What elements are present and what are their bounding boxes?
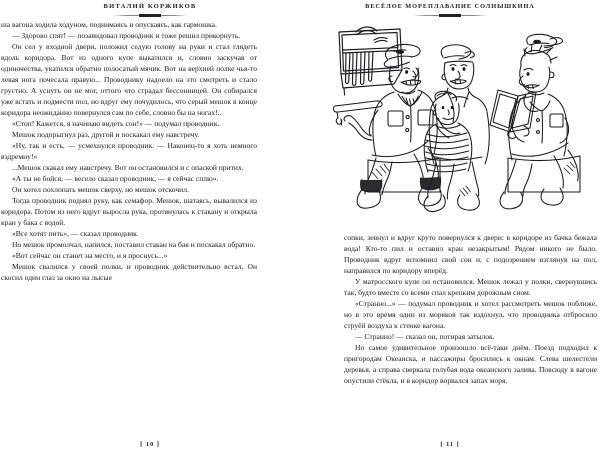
paragraph: — Здорово спят! — позавидовал проводник и тоже решил прикорнуть. [12,31,241,41]
paragraph: Тогда проводник поднял руку, как семафор. Мешок, шатаясь, вывалился из коридора. Потом из него вдруг выросла рука, протянулась к стакану и открыла кран у бака с водой. [1,196,257,228]
running-head-title: ВЕСЁЛОЕ МОРЕПЛАВАНИЕ СОЛНЫШКИНА [365,3,535,10]
page-number-left: [ 10 ] [140,441,160,448]
paragraph: У матросского купе он остановился. Мешок лежал у полки, свернувшись так, будто вместе со всеми спал крепким дорожным сном. [344,277,597,298]
rule-lozenge [139,14,161,17]
paragraph: сопки, зевнул и вдруг круто повернулся к двери: в коридоре из бачка бежала вода! Кто-то пил и оставил кран незакрытым! Рядом никого не было. Проводник вдруг вспомнил свой сон и, с подозрением взглянув на пол, направился по коридору вперёд. [344,233,597,276]
sailor-in-cap-figure [344,44,441,208]
right-page [300,0,600,458]
train-compartment-sailors-illustration [332,22,594,222]
paragraph: — Странно! — сказал он, потирая затылок. [355,332,495,342]
paragraph: Он сел у входной двери, положил седую голову на руки и стал глядеть вдоль коридора. Вот из одного купе выкатился и, словно заскучав от одиночества, укатился обратно полосатый мячик. Вот на верхней полке чья-то левая нога почесала правую... Проводнику надоело на это смотреть и стало грустно. А уснуть он не мог, оттого что страдал бессонницей. Он собирался уже встать и подмести пол, но вдруг ему почудилось, что серый мешок в конце коридора неожиданно повернулся сам по себе, словно бы на ногах!.. [1,42,257,118]
paragraph: «Странно...» — подумал проводник и хотел рассмотреть мешок поближе, но в это время один из моряков так вздохнул, что проводника отбросило струёй воздуха к стенке вагона. [344,299,597,331]
paragraph: ша вагона ходила ходуном, поднимаясь и опускаясь, как гармошка. [1,20,217,29]
running-head-author: ВИТАЛИЙ КОРЖИКОВ [103,3,197,10]
left-page-textblock [1,19,257,283]
old-sailor-reading-figure [490,34,580,209]
rule-lozenge [439,14,461,17]
paragraph: «А ты не бойся, — весело сказал проводник, — я сейчас сплю». [12,174,219,184]
paragraph: Мешок свалился у своей полки, и проводник действительно встал. Он скосил один глаз за окно на лысые [1,262,257,283]
paragraph: Он хотел похлопать мешок сверху, но мешок отскочил. [12,185,189,195]
paragraph: «Ну, так и есть, — усмехнулся проводник. — Наконец-то я хоть немного вздремну!» [1,141,257,162]
header-rule-ornament [413,14,487,17]
paragraph: ...Мешок скакал ему навстречу. Вот он остановился и с опаской притих. [12,163,244,173]
paragraph: Мешок подпрыгнул раз, другой и поскакал ему навстречу. [12,130,200,140]
paragraph: «Вот сейчас он станет на место, и я проснусь...» [12,251,168,261]
paragraph: «Все хотят пить», — сказал проводник. [12,229,139,239]
right-page-textblock [344,232,597,386]
page-number-right: [ 11 ] [440,441,460,448]
paragraph: «Стоп! Кажется, я начинаю видеть сон!» — подумал проводник. [12,119,220,129]
header-rule-ornament [113,14,187,17]
paragraph: Но мешок промолчал, напился, поставил стакан на бак и поскакал обратно. [12,240,256,250]
compartment-window [339,27,402,95]
paragraph: Но самое удивительное произошло всё-таки днём. Поезд подходил к пригородам Океанска, и пассажиры бросились к окнам. Слева шелестели деревья, а справа сверкала голубая вода океанского залива. Повсюду в вагоне опустили стёкла, и в коридор ворвался запах моря. [344,343,597,386]
bench-hatching [372,164,389,179]
